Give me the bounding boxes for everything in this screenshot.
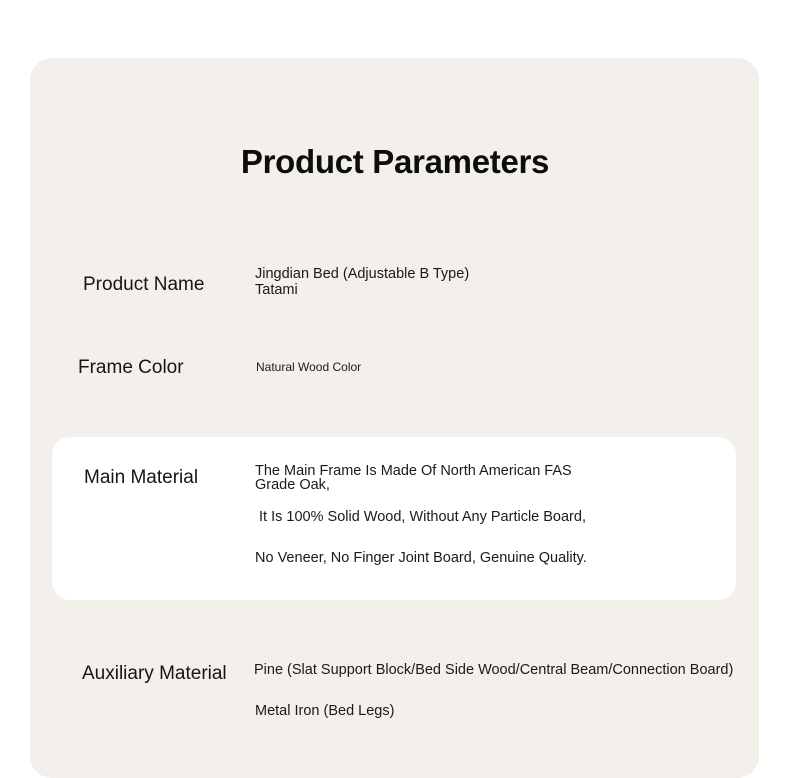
auxiliary-material-line2: Metal Iron (Bed Legs)	[255, 703, 395, 719]
auxiliary-material-line1: Pine (Slat Support Block/Bed Side Wood/Central Beam/Connection Board)	[254, 662, 734, 678]
product-name-value-line2: Tatami	[255, 282, 298, 298]
auxiliary-material-label: Auxiliary Material	[82, 663, 227, 684]
frame-color-label: Frame Color	[78, 357, 184, 378]
product-name-value-line1: Jingdian Bed (Adjustable B Type)	[255, 266, 470, 282]
product-name-label: Product Name	[83, 274, 205, 295]
page-title: Product Parameters	[240, 143, 550, 180]
main-material-label: Main Material	[84, 467, 199, 488]
main-material-line2: Grade Oak,	[255, 477, 330, 493]
frame-color-value: Natural Wood Color	[256, 360, 362, 374]
main-material-line1: The Main Frame Is Made Of North American FAS	[255, 463, 572, 479]
main-material-line4: No Veneer, No Finger Joint Board, Genuine Quality.	[255, 550, 587, 566]
main-material-line3: It Is 100% Solid Wood, Without Any Particle Board,	[255, 509, 586, 525]
